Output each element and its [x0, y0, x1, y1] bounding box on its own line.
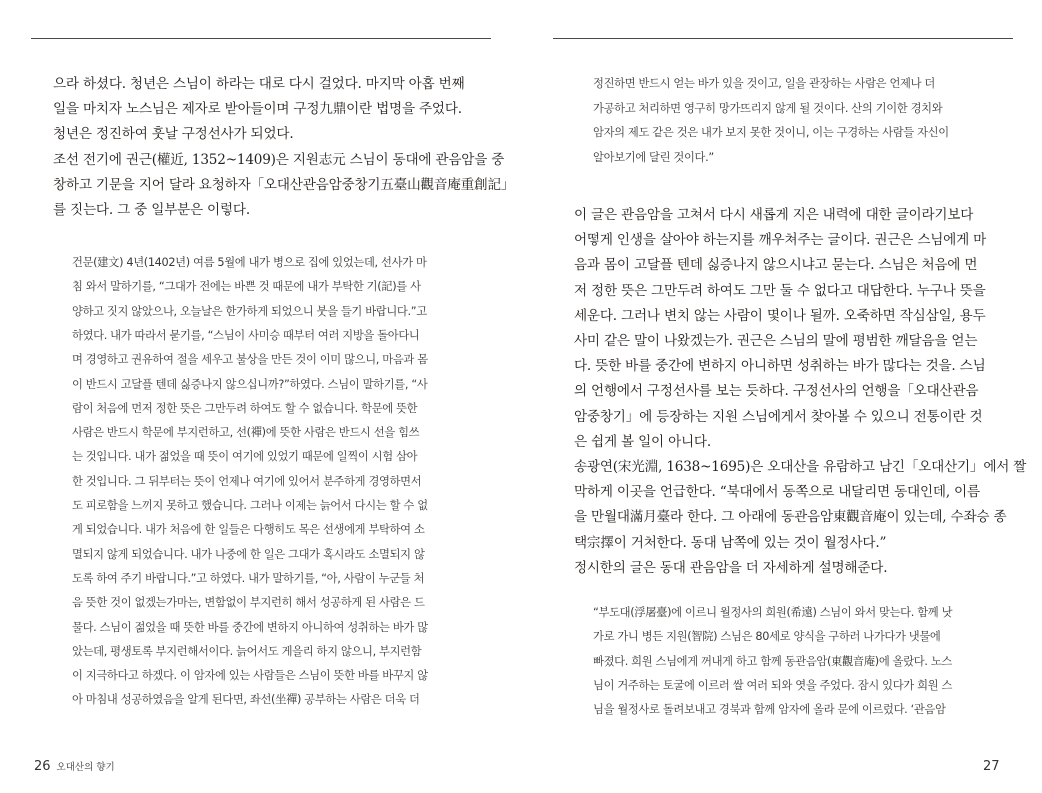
right-body-line: 암중창기」에 등장하는 지원 스님에게서 찾아볼 수 있으니 전통이란 것 — [574, 408, 983, 425]
right-body-line: 의 언행에서 구정선사를 보는 듯하다. 구정선사의 언행을「오대산관음 — [574, 383, 979, 400]
left-quote-line: 사람은 반드시 학문에 부지런하고, 선(禪)에 뜻한 사람은 반드시 선을 힘쓰 — [72, 426, 420, 440]
right-body-line: 이 글은 관음암을 고쳐서 다시 새롭게 지은 내력에 대한 글이라기보다 — [574, 207, 974, 223]
right-quote-top-line: 가공하고 처리하면 영구히 망가뜨리지 않게 될 것이다. 산의 기이한 경치와 — [593, 101, 943, 115]
right-quote-bottom-line: 가로 가니 병든 지원(智院) 스님은 80세로 양식을 구하러 나가다가 냇물에 — [593, 630, 941, 644]
left-quote-line: 았는데, 평생토록 부지런해서이다. 늙어서도 게을리 하지 않으니, 부지런함 — [72, 644, 422, 658]
right-quote-bottom-line: 님이 거주하는 토굴에 이르러 쌀 여러 되와 엿을 주었다. 잠시 있다가 희원 스 — [593, 678, 953, 692]
right-body-line: 정시한의 글은 동대 관음암을 더 자세하게 설명해준다. — [574, 559, 888, 576]
right-body-line: 을 만월대滿月臺라 한다. 그 아래에 동관음암東觀音庵이 있는데, 수좌승 종 — [574, 509, 1007, 526]
left-quote-line: 도록 하여 주기 바랍니다.”고 하였다. 내가 말하기를, “아, 사람이 누군들 처 — [72, 571, 425, 585]
left-quote-line: 음 뜻한 것이 없겠는가마는, 변함없이 부지런히 해서 성공하게 된 사람은 드 — [72, 596, 425, 610]
right-body-line: 세운다. 그러나 변치 않는 사람이 몇이나 될까. 오죽하면 작심삼일, 용두 — [574, 307, 986, 324]
right-quote-top-line: 정진하면 반드시 얻는 바가 있을 것이고, 일을 관장하는 사람은 언제나 더 — [593, 77, 935, 90]
left-quote-line: 건문(建文) 4년(1402년) 여름 5월에 내가 병으로 집에 있었는데, 선사가 마 — [72, 256, 427, 269]
left-quote-line: 이 지극하다고 하겠다. 이 암자에 있는 사람들은 스님이 뜻한 바를 바꾸지 않 — [72, 669, 428, 683]
left-quote-line: 한 것입니다. 그 뒤부터는 뜻이 언제나 여기에 있어서 분주하게 경영하면서 — [72, 474, 422, 488]
right-body-line: 은 쉽게 볼 일이 아니다. — [574, 433, 711, 450]
right-page-number: 27 — [983, 759, 1000, 774]
right-body-line: 사미 같은 말이 나왔겠는가. 권근은 스님의 말에 평범한 깨달음을 얻는 — [574, 333, 978, 349]
left-quote-line: 람이 처음에 먼저 정한 뜻은 그만두려 하여도 할 수 없습니다. 학문에 뜻한 — [72, 401, 418, 415]
left-quote-line: 도 피로함을 느끼지 못하고 했습니다. 그러나 이제는 늙어서 다시는 할 수 없 — [72, 499, 428, 512]
left-quote-line: 는 것입니다. 내가 젊었을 때 뜻이 여기에 있었기 때문에 일찍이 시험 삼아 — [72, 450, 418, 464]
right-quote-top-line: 알아보기에 달린 것이다.” — [593, 151, 714, 165]
right-body-line: 다. 뜻한 바를 중간에 변하지 아니하면 성취하는 바가 많다는 것을. 스님 — [574, 358, 986, 375]
right-quote-bottom-line: “부도대(浮屠臺)에 이르니 월정사의 희원(希遠) 스님이 와서 맞는다. 함께 낫 — [593, 606, 953, 619]
right-page — [521, 0, 1042, 793]
left-body-line: 를 짓는다. 그 중 일부분은 이렇다. — [53, 202, 250, 218]
left-quote-line: 침 와서 말하기를, “그대가 전에는 바쁜 것 때문에 내가 부탁한 기(記)를 사 — [72, 280, 421, 294]
left-body-line: 조선 전기에 권근(權近, 1352~1409)은 지원志元 스님이 동대에 관음암을 중 — [53, 151, 505, 168]
left-page-footer — [34, 755, 115, 774]
left-quote-line: 하였다. 내가 따라서 묻기를, “스님이 사미승 때부터 여러 지방을 돌아다니 — [72, 328, 420, 342]
right-body-line: 음과 몸이 고달플 텐데 싫증나지 않으시냐고 묻는다. 스님은 처음에 먼 — [574, 257, 978, 274]
right-quote-top-line: 암자의 제도 같은 것은 내가 보지 못한 것이니, 이는 구경하는 사람들 자신이 — [593, 126, 949, 140]
left-page-number: 26 — [34, 759, 51, 774]
right-quote-bottom-line: 님을 월정사로 돌려보내고 경북과 함께 암자에 올라 문에 이르렀다. ‘관음암 — [593, 703, 946, 717]
left-body-line: 청년은 정진하여 훗날 구정선사가 되었다. — [53, 126, 294, 143]
right-body-line: 송광연(宋光淵, 1638~1695)은 오대산을 유람하고 남긴「오대산기」에서 짤 — [574, 459, 1027, 475]
left-page — [0, 0, 520, 793]
left-quote-line: 양하고 짓지 않았으나, 오늘날은 한가하게 되었으니 붓을 들기 바랍니다.”고 — [72, 304, 427, 318]
book-title: 오대산의 향기 — [56, 762, 115, 773]
right-quote-bottom-line: 빠졌다. 희원 스님에게 꺼내게 하고 함께 동관음암(東觀音庵)에 올랐다. 노스 — [593, 654, 952, 668]
left-quote-line: 이 반드시 고달플 텐데 싫증나지 않으십니까?”하였다. 스님이 말하기를, “사 — [72, 377, 428, 391]
left-quote-line: 게 되었습니다. 내가 처음에 한 일들은 다행히도 목은 선생에게 부탁하여 소 — [72, 523, 425, 537]
right-page-footer — [983, 755, 1000, 774]
right-body-line: 어떻게 인생을 살아야 하는지를 깨우쳐주는 글이다. 권근은 스님에게 마 — [574, 232, 987, 249]
left-quote-line: 물다. 스님이 젊었을 때 뜻한 바를 중간에 변하지 아니하여 성취하는 바가 많 — [72, 620, 428, 634]
right-body-line: 막하게 이곳을 언급한다. “북대에서 동쪽으로 내달리면 동대인데, 이름 — [574, 484, 980, 501]
right-body-line: 저 정한 뜻은 그만두려 하여도 그만 둘 수 없다고 대답한다. 누구나 뜻을 — [574, 282, 986, 299]
left-body-line: 일을 마치자 노스님은 제자로 받아들이며 구정九鼎이란 법명을 주었다. — [53, 101, 462, 118]
right-body-line: 택宗擇이 거처한다. 동대 남쪽에 있는 것이 월정사다.” — [574, 534, 887, 551]
left-body-line: 창하고 기문을 지어 달라 요청하자「오대산관음암중창기五臺山觀音庵重創記」 — [53, 176, 515, 193]
left-body-line: 으라 하셨다. 청년은 스님이 하라는 대로 다시 걸었다. 마지막 아홉 번째 — [53, 76, 465, 92]
left-quote-line: 멸되지 않게 되었습니다. 내가 나중에 한 일은 그대가 혹시라도 소멸되지 않 — [72, 547, 425, 561]
left-quote-line: 며 경영하고 권유하여 절을 세우고 불상을 만든 것이 이미 많으니, 마음과 몸 — [72, 353, 428, 367]
left-quote-line: 아 마침내 성공하였음을 알게 된다면, 좌선(坐禪) 공부하는 사람은 더욱 더 — [72, 693, 420, 707]
